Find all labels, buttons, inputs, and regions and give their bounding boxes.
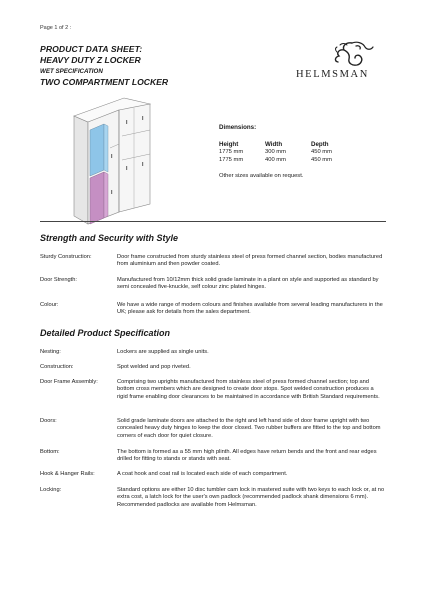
spec-label: Doors:: [40, 418, 57, 424]
spec-label: Door Frame Assembly:: [40, 379, 98, 385]
dimensions-note: Other sizes available on request.: [219, 173, 304, 179]
dim-cell: 1775 mm: [219, 149, 244, 155]
spec-text: Comprising two uprights manufactured from stainless steel of press formed channel section; top and bottom cross members which are designed to create door stops. Spot welded construction produces a rigid frame enabling door clearances to be maintained in accordance with British Standard requirements.: [117, 379, 380, 400]
spec-label: Construction:: [40, 364, 74, 370]
title-line-2: HEAVY DUTY Z LOCKER: [40, 55, 141, 65]
blue-door: [90, 124, 104, 176]
page-number: Page 1 of 2 :: [40, 25, 72, 31]
spec-section-title: Detailed Product Specification: [40, 328, 171, 338]
spec-text: Solid grade laminate doors are attached to the right and left hand side of door frame upright with two concealed heavy duty hinges to keep the door closed. Two rubber buffers are fitted to the top and bottom corners of each door for quiet closure.: [117, 418, 381, 439]
spec-label: Sturdy Construction:: [40, 254, 92, 260]
document-title: [40, 44, 280, 87]
dim-cell: 450 mm: [311, 149, 332, 155]
title-line-4: TWO COMPARTMENT LOCKER: [40, 77, 169, 87]
spec-label: Nesting:: [40, 349, 61, 355]
spec-text: The bottom is formed as a 55 mm high plinth. All edges have return bends and the front and rear edges drilled for fitting to stands or stands with seat.: [117, 449, 377, 463]
dim-cell: 1775 mm: [219, 156, 244, 163]
strength-section-title: Strength and Security with Style: [40, 233, 179, 243]
spec-label: Hook & Hanger Rails:: [40, 471, 95, 477]
dimensions-title: Dimensions:: [219, 124, 257, 131]
dimensions-panel: [219, 124, 399, 179]
dim-cell: 450 mm: [311, 156, 332, 163]
pink-door: [90, 172, 104, 224]
spec-text: Standard options are either 10 disc tumbler cam lock in mastered suite with two keys to each lock or, at no extra cost, a latch lock for the user's own padlock (recommended padlock shank dimensions 6 mm). Recommended padlocks are available from Helmsman.: [117, 487, 385, 508]
spec-label: Bottom:: [40, 449, 60, 455]
spec-text: A coat hook and coat rail is located each side of each compartment.: [117, 471, 288, 477]
locker-illustration: [66, 96, 166, 226]
spec-text: Manufactured from 10/12mm thick solid grade laminate in a plant on style and supported as standard by semi concealed five-knuckle, self colour zinc plated hinges.: [117, 277, 379, 291]
spec-label: Door Strength:: [40, 277, 77, 283]
helmsman-logo: [292, 40, 392, 88]
title-line-1: PRODUCT DATA SHEET:: [40, 44, 143, 54]
spec-label: Colour:: [40, 302, 59, 308]
seahorse-logo-icon: [330, 40, 376, 70]
spec-text: Lockers are supplied as single units.: [117, 349, 209, 355]
logo-wordmark: HELMSMAN: [296, 69, 369, 80]
section-divider: [40, 221, 386, 222]
dim-header-depth: Depth: [311, 141, 329, 148]
dim-cell: 300 mm: [265, 149, 286, 155]
dim-cell: 400 mm: [265, 156, 286, 163]
dimensions-table: [219, 141, 399, 164]
spec-text: Door frame constructed from sturdy stainless steel of press formed channel section, bodies manufactured from aluminium and then powder coated.: [117, 254, 383, 268]
title-line-3: WET SPECIFICATION: [40, 68, 103, 75]
dim-header-height: Height: [219, 141, 239, 148]
spec-text: We have a wide range of modern colours and finishes available from several leading manufacturers in the UK; please ask for details from the sales department.: [117, 302, 383, 316]
dim-header-width: Width: [265, 141, 283, 148]
spec-label: Locking:: [40, 487, 62, 493]
spec-text: Spot welded and pop riveted.: [117, 364, 191, 370]
